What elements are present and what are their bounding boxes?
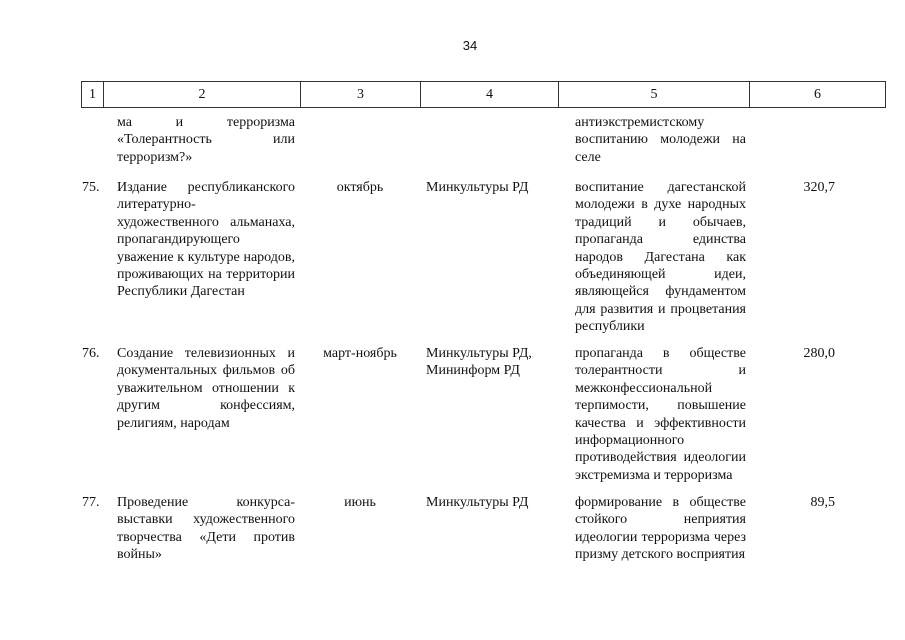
event-executor: Минкультуры РД [426,495,529,510]
row-number: 75. [82,180,100,195]
event-goal: воспитание дагестанской молодежи в духе народных традиций и обычаев, пропаганда единства народов Дагестана как объединяющей идеи, являющейся фундаментом для развития и процветания республики [575,180,746,335]
column-header-row [81,81,886,108]
event-period: июнь [344,495,376,510]
column-header-3: 3 [301,82,421,108]
event-goal: формирование в обществе стойкого неприятия идеологии терроризма через призму детского восприятия [575,495,746,563]
page-number: 34 [462,38,478,53]
event-period: октябрь [336,180,384,195]
column-header-4: 4 [421,82,559,108]
event-name: Издание республиканского литературно-художественного альманаха, пропагандирующего уважение к культуре народов, проживающих на территории Республики Дагестан [117,180,295,300]
event-executor: Минкультуры РД [426,180,529,195]
column-header-1: 1 [82,82,104,108]
column-header-5: 5 [559,82,750,108]
continued-goal-text: антиэкстремистскому воспитанию молодежи на селе [575,115,746,165]
event-amount: 280,0 [803,346,835,361]
row-number: 76. [82,346,100,361]
event-amount: 89,5 [810,495,835,510]
event-period: март-ноябрь [323,346,397,361]
column-header-6: 6 [750,82,886,108]
row-number: 77. [82,495,100,510]
event-goal: пропаганда в обществе толерантности и межконфессиональной терпимости, повышение качества и эффективности информационного противодействия идеологии экстремизма и терроризма [575,346,746,483]
event-name: Создание телевизионных и документальных фильмов об уважительном отношении к другим конфессиям, религиям, народам [117,346,295,431]
column-header-2: 2 [104,82,301,108]
event-amount: 320,7 [803,180,835,195]
event-executor: Минкультуры РД, Мининформ РД [426,346,532,379]
continued-event-text: ма и терроризма «Толерантность или терроризм?» [117,115,295,165]
event-name: Проведение конкурса-выставки художественного творчества «Дети против войны» [117,495,295,563]
